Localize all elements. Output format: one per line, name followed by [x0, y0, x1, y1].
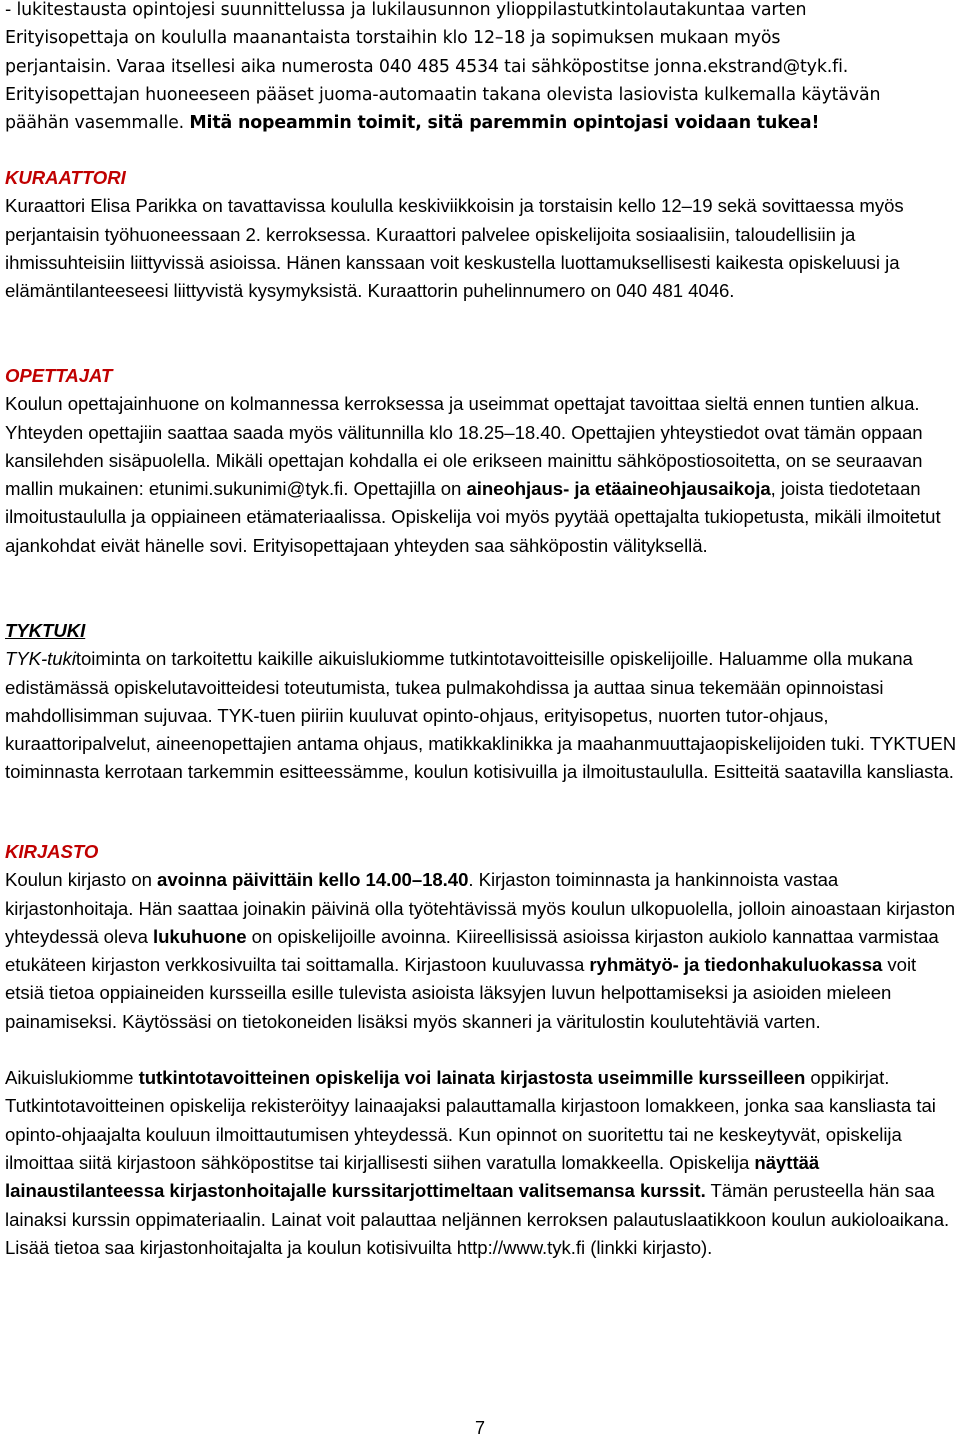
- kirjasto-p1-c: . Kirjaston toiminnasta ja hankinnoista vastaa kirjastonhoitaja. Hän saattaa joinakin päivinä olla työtehtävissä myös koulun ulkopuolella, jolloin ainoastaan kirjaston yhteydessä oleva: [5, 869, 956, 947]
- tyktuki-italic: TYK-tuki: [5, 648, 76, 670]
- intro-line-4: Erityisopettajan huoneeseen pääset juoma-automaatin takana olevista lasiovista kulkemalla käytävän: [5, 84, 881, 105]
- page-number: 7: [474, 1418, 485, 1438]
- opettajat-text-b: , joista tiedotetaan ilmoitustaululla ja oppiaineen etämateriaalissa. Opiskelija voi myös pyytää opettajalta tukiopetusta, mikäli ilmoitetut ajankohdat eivät hänelle sovi. Erityisopettajaan yhteyden saa sähköpostin välityksellä.: [5, 478, 941, 556]
- intro-line-3: perjantaisin. Varaa itsellesi aika numerosta 040 485 4534 tai sähköpostitse jonna.ekstrand@tyk.fi.: [5, 56, 849, 77]
- kirjasto-section: [5, 838, 957, 1262]
- opettajat-text: [5, 390, 957, 560]
- tyktuki-text: [5, 645, 957, 786]
- kirjasto-paragraph-2: [5, 1064, 957, 1262]
- kirjasto-p2-a: Aikuislukiomme: [5, 1067, 139, 1089]
- intro-block: [5, 0, 957, 137]
- intro-line-5-text: päähän vasemmalle.: [5, 113, 190, 134]
- opettajat-section: [5, 362, 957, 560]
- intro-line-5: [5, 109, 957, 137]
- kirjasto-p2-bold-2: näyttää lainaustilanteessa kirjastonhoitajalle kurssitarjottimeltaan valitsemansa kurssit.: [5, 1151, 820, 1202]
- kirjasto-p2-d: Tämän perusteella hän saa lainaksi kurssin oppimateriaalin. Lainat voit palauttaa neljännen kerroksen palautuslaatikkoon koulun aukioloaikana. Lisää tietoa saa kirjastonhoitajalta ja koulun kotisivuilta http://www.tyk.fi (linkki kirjasto).: [5, 1180, 950, 1258]
- kirjasto-heading: KIRJASTO: [5, 841, 99, 862]
- kuraattori-section: [5, 164, 957, 305]
- tyktuki-heading: TYKTUKI: [5, 620, 86, 641]
- kuraattori-text: Kuraattori Elisa Parikka on tavattavissa koululla keskiviikkoisin ja torstaisin kello 12–19 sekä sovittaessa myös perjantaisin työhuoneessaan 2. kerroksessa. Kuraattori palvelee opiskelijoita sosiaalisiin, taloudellisiin ja ihmissuhteisiin liittyvissä asioissa. Hänen kanssaan voit keskustella luottamuksellisesti kaikesta opiskeluusi ja elämäntilanteeseesi liittyvistä kysymyksistä. Kuraattorin puhelinnumero on 040 481 4046.: [5, 195, 904, 302]
- kirjasto-ryhmatyo: ryhmätyö- ja tiedonhakuluokassa: [589, 954, 883, 976]
- kirjasto-lukuhuone: lukuhuone: [153, 925, 247, 947]
- kirjasto-p2-c: oppikirjat. Tutkintotavoitteinen opiskelija rekisteröityy lainaajaksi palauttamalla kirjastoon lomakkeen, jonka saa kansliasta tai opinto-ohjaajalta kouluun ilmoittautumisen yhteydessä. Kun opinnot on suoritettu tai ne keskeytyvät, opiskelija ilmoittaa siitä kirjastoon sähköpostitse tai kirjallisesti siihen varatulla lomakkeella. Opiskelija: [5, 1067, 936, 1173]
- opettajat-heading: OPETTAJAT: [5, 365, 113, 386]
- kuraattori-heading: KURAATTORI: [5, 167, 126, 188]
- kirjasto-p2-bold-1: tutkintotavoitteinen opiskelija voi lainata kirjastosta useimmille kursseilleen: [138, 1067, 806, 1089]
- opettajat-text-a: Koulun opettajainhuone on kolmannessa kerroksessa ja useimmat opettajat tavoittaa sieltä ennen tuntien alkua. Yhteyden opettajiin saattaa saada myös välitunnilla klo 18.25–18.40. Opettajien yhteystiedot ovat tämän oppaan kansilehden sisäpuolella. Mikäli opettajan kohdalla ei ole erikseen mainittu sähköpostiosoitetta, on se seuraavan mallin mukainen: etunimi.sukunimi@tyk.fi. Opettajilla on: [5, 393, 923, 500]
- opettajat-bold: aineohjaus- ja etäaineohjausaikoja: [466, 478, 771, 500]
- kirjasto-p1-e: voit etsiä tietoa oppiaineiden kursseilla esille tulevista asioista läksyjen luvun helpottamiseksi ja asioiden mieleen painamiseksi. Käytössäsi on tietokoneiden lisäksi myös skanneri ja väritulostin koulutehtäviä varten.: [5, 954, 917, 1032]
- kirjasto-p1-d: on opiskelijoille avoinna. Kiireellisissä asioissa kirjaston aukiolo kannattaa varmistaa etukäteen kirjaston verkkosivuilta tai soittamalla. Kirjastoon kuuluvassa: [5, 925, 939, 976]
- tyktuki-body: toiminta on tarkoitettu kaikille aikuislukiomme tutkintotavoitteisille opiskelijoille. Haluamme olla mukana edistämässä opiskelutavoitteidesi toteutumista, tukea pulmakohdissa ja auttaa sinua tekemään opinnoistasi mahdollisimman sujuvaa. TYK-tuen piiriin kuuluvat opinto-ohjaus, erityisopetus, nuorten tutor-ohjaus, kuraattoripalvelut, aineenopettajien antama ohjaus, matikkaklinikka ja maahanmuuttajaopiskelijoiden tuki. TYKTUEN toiminnasta kerrotaan tarkemmin esitteessämme, koulun kotisivuilla ja ilmoitustaululla. Esitteitä saatavilla kansliasta.: [5, 648, 957, 783]
- intro-line-1: - lukitestausta opintojesi suunnittelussa ja lukilausunnon ylioppilastutkintolautakuntaa varten: [5, 0, 807, 20]
- kirjasto-p1-a: Koulun kirjasto on: [5, 869, 158, 891]
- intro-line-2: Erityisopettaja on koululla maanantaista torstaihin klo 12–18 ja sopimuksen mukaan myös: [5, 28, 781, 49]
- kirjasto-opening-hours: avoinna päivittäin kello 14.00–18.40: [157, 869, 469, 891]
- tyktuki-section: [5, 617, 957, 787]
- kirjasto-paragraph-1: [5, 866, 957, 1036]
- intro-emphasis: Mitä nopeammin toimit, sitä paremmin opintojasi voidaan tukea!: [189, 113, 820, 134]
